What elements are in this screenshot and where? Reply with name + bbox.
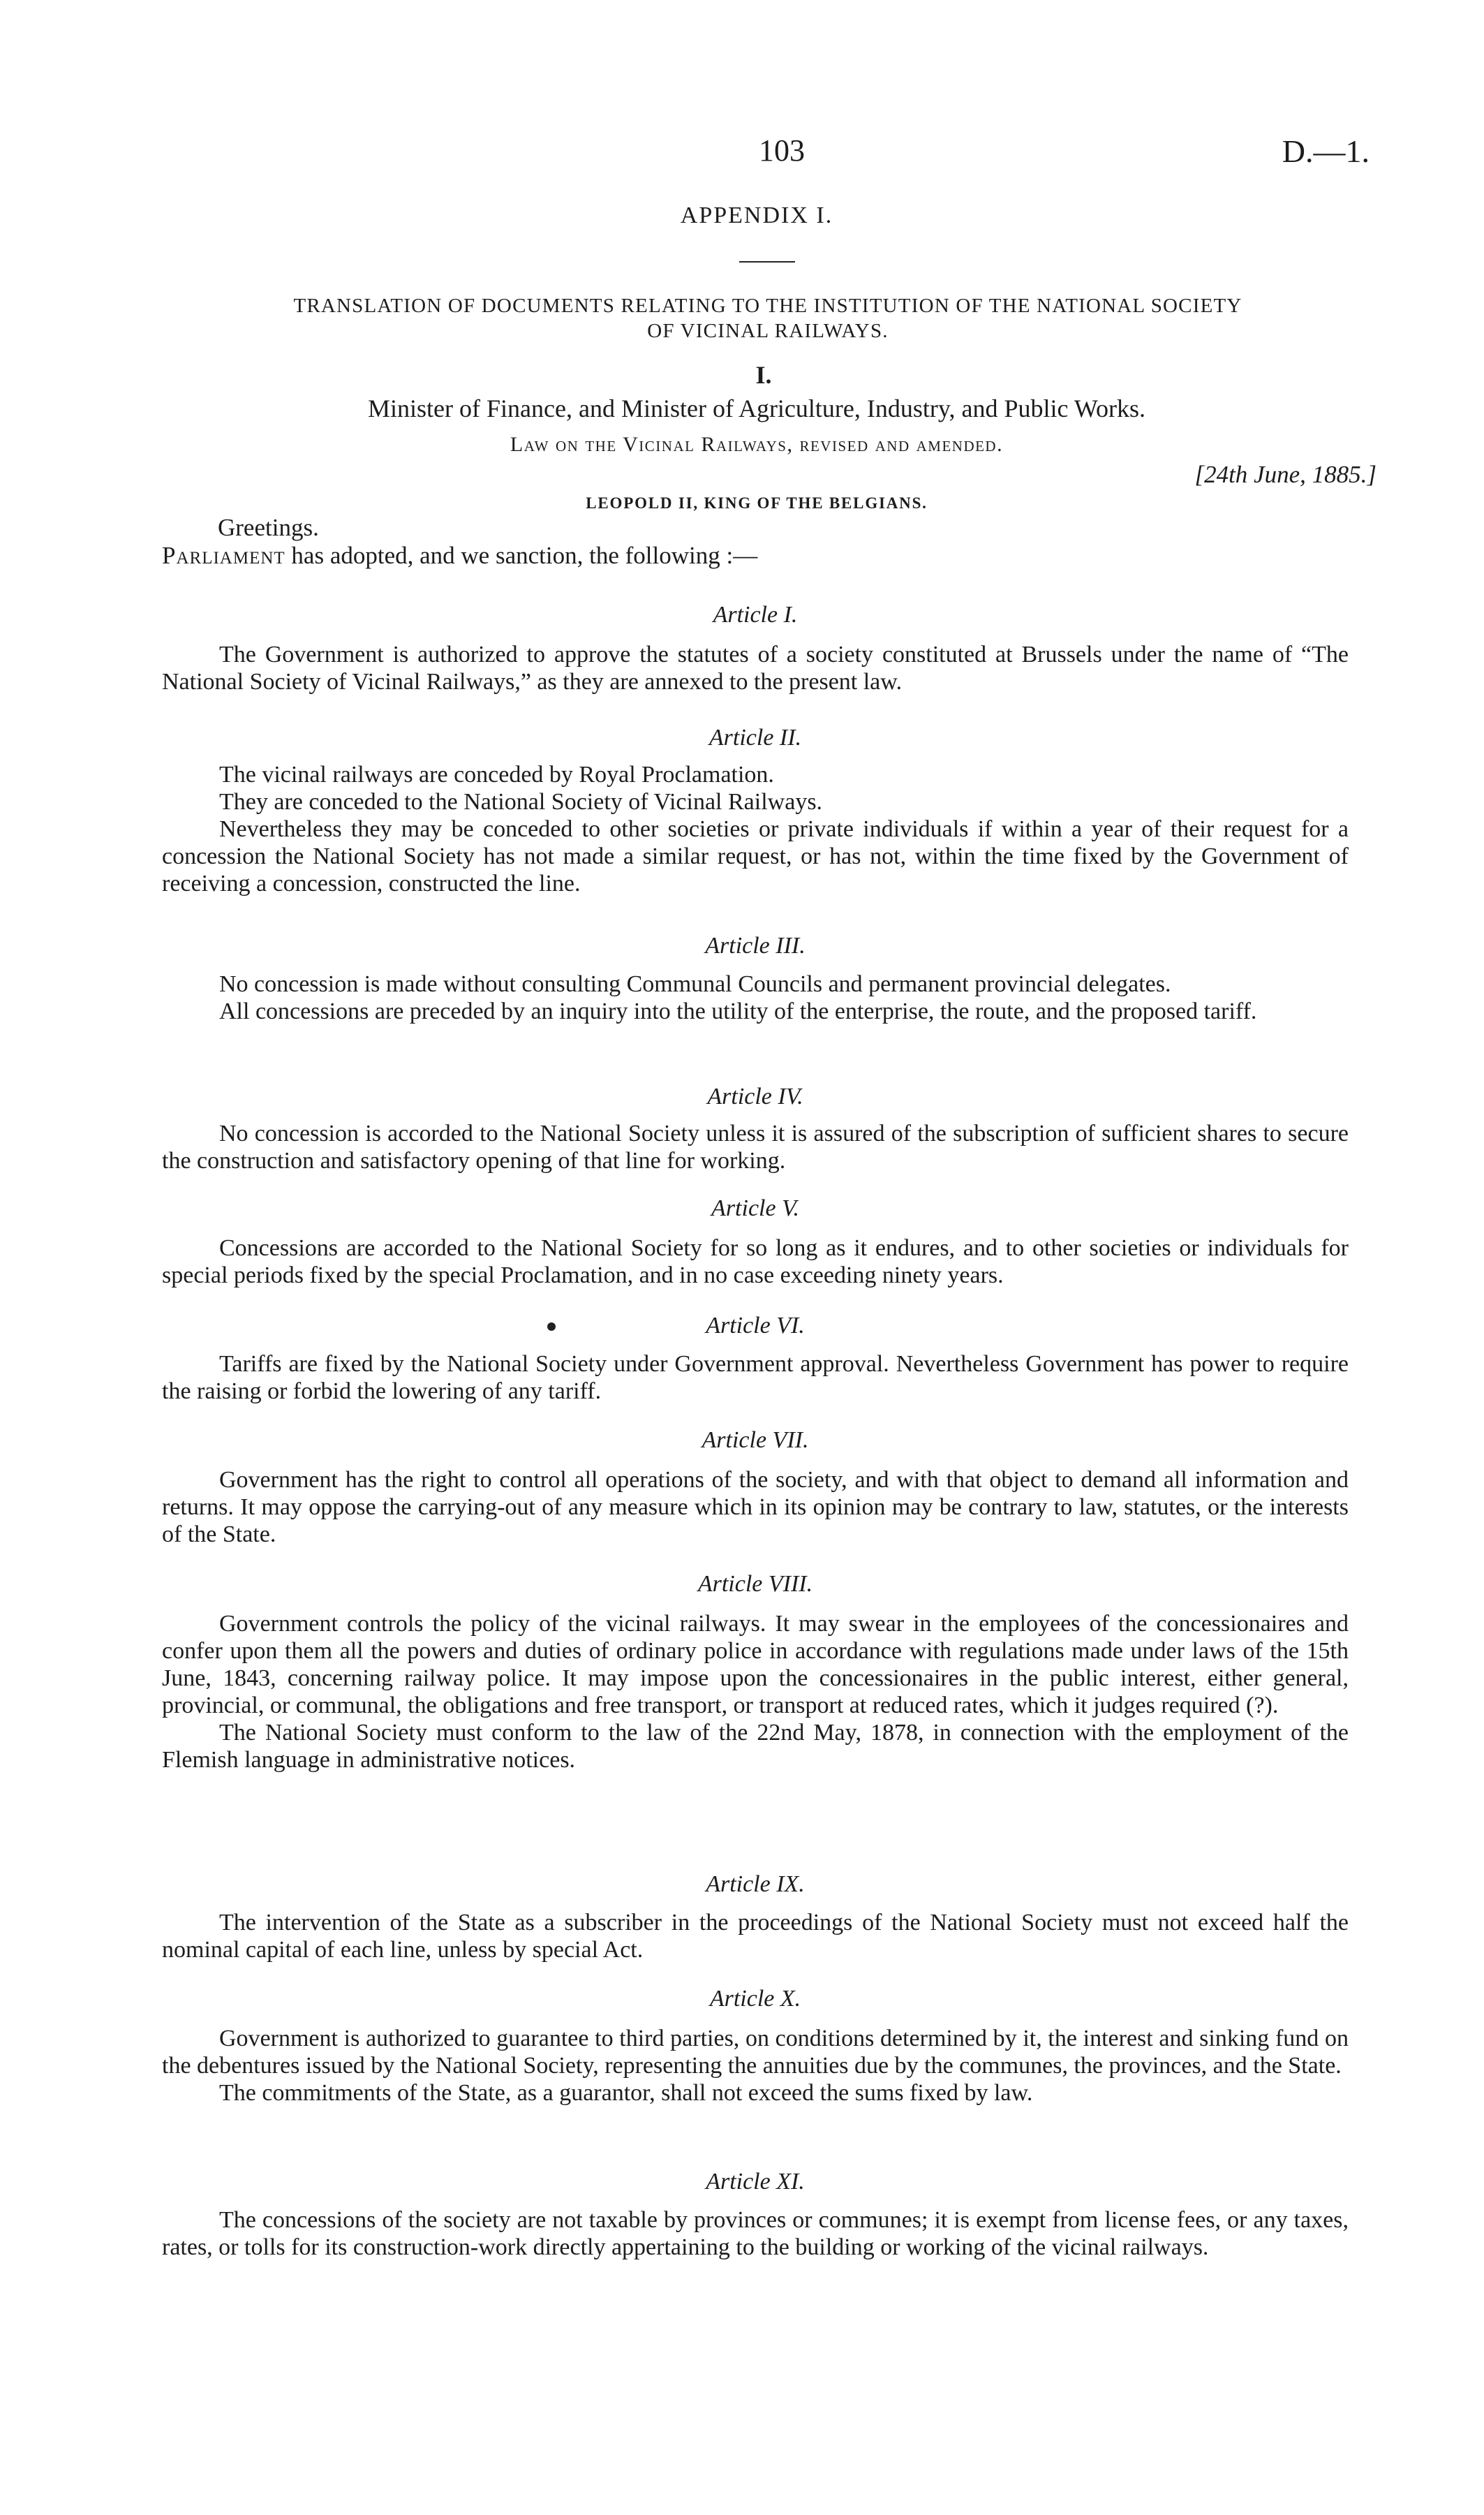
parliament-word: Parliament (162, 542, 285, 569)
enacting-clause (162, 542, 757, 570)
article-body (162, 971, 1349, 1025)
law-title: Law on the Vicinal Railways, revised and amended. (510, 433, 1004, 456)
article-body (162, 2206, 1349, 2261)
article-body (162, 1234, 1349, 1289)
article-paragraph: Government is authorized to guarantee to third parties, on conditions determined by it, the interest and sinking fund on the debentures issued by the National Society, representing the annuities due by the communes, the provinces, and the State. (162, 2026, 1349, 2079)
enacting-clause-text: has adopted, and we sanction, the following :— (285, 542, 758, 569)
article-body (162, 1909, 1349, 1963)
article-paragraph: The Government is authorized to approve the statutes of a society constituted at Brussels under the name of “The National Society of Vicinal Railways,” as they are annexed to the present law. (162, 642, 1349, 695)
appendix-title: APPENDIX I. (680, 202, 833, 228)
article-heading: Article VII. (702, 1427, 809, 1453)
article-heading: Article I. (713, 602, 798, 628)
article-heading: Article II. (708, 725, 802, 751)
article-heading: Article IV. (707, 1084, 803, 1109)
section-number: I. (755, 361, 772, 389)
article-body (162, 761, 1349, 897)
article-body (162, 641, 1349, 695)
ministers-line: Minister of Finance, and Minister of Agriculture, Industry, and Public Works. (368, 394, 1145, 422)
article-heading: Article XI. (706, 2169, 805, 2195)
article-body (162, 1610, 1349, 1773)
article-paragraph: No concession is made without consulting Communal Councils and permanent provincial delegates. (219, 971, 1171, 997)
article-heading: Article V. (711, 1195, 799, 1221)
article-paragraph: Nevertheless they may be conceded to other societies or private individuals if within a year of their request for a concession the National Society has not made a similar request, or has not, within the time fixed by the Government of receiving a concession, constructed the line. (162, 816, 1349, 897)
article-paragraph: Tariffs are fixed by the National Society under Government approval. Nevertheless Government has power to require the raising or forbid the lowering of any tariff. (162, 1351, 1349, 1404)
article-body (162, 1350, 1349, 1405)
article-heading: Article IX. (706, 1871, 805, 1897)
king-line: LEOPOLD II, KING OF THE BELGIANS. (586, 494, 928, 512)
article-paragraph: The concessions of the society are not taxable by provinces or communes; it is exempt from license fees, or any taxes, rates, or tolls for its construction-work directly appertaining to the building or working of the vicinal railways. (162, 2207, 1349, 2260)
article-body (162, 2025, 1349, 2107)
article-paragraph: They are conceded to the National Society of Vicinal Railways. (219, 789, 823, 815)
title-divider (739, 261, 795, 263)
article-heading: Article VI. (706, 1313, 805, 1338)
article-heading: Article VIII. (697, 1571, 813, 1597)
article-paragraph: The National Society must conform to the law of the 22nd May, 1878, in connection with the employment of the Flemish language in administrative notices. (162, 1720, 1349, 1773)
article-paragraph: Concessions are accorded to the National Society for so long as it endures, and to other societies or individuals for special periods fixed by the special Proclamation, and in no case exceeding ninety years. (162, 1235, 1349, 1288)
article-paragraph: The vicinal railways are conceded by Royal Proclamation. (219, 762, 774, 788)
article-heading: Article X. (709, 1986, 801, 2012)
page-number: 103 (759, 133, 805, 168)
greetings: Greetings. (218, 514, 319, 541)
law-date: [24th June, 1885.] (1194, 461, 1377, 488)
article-paragraph: No concession is accorded to the National Society unless it is assured of the subscription of sufficient shares to secure the construction and satisfactory opening of that line for working. (162, 1121, 1349, 1174)
article-paragraph: All concessions are preceded by an inquiry into the utility of the enterprise, the route, and the proposed tariff. (219, 998, 1257, 1024)
article-paragraph: The intervention of the State as a subscriber in the proceedings of the National Society must not exceed half the nominal capital of each line, unless by special Act. (162, 1910, 1349, 1963)
document-title-line-1: TRANSLATION OF DOCUMENTS RELATING TO THE INSTITUTION OF THE NATIONAL SOCIETY (293, 295, 1242, 317)
document-reference: D.—1. (1282, 133, 1370, 169)
article-heading: Article III. (705, 933, 806, 959)
document-title (175, 293, 1361, 344)
article-paragraph: The commitments of the State, as a guarantor, shall not exceed the sums fixed by law. (219, 2080, 1033, 2106)
document-title-line-2: OF VICINAL RAILWAYS. (647, 320, 889, 342)
article-body (162, 1120, 1349, 1174)
article-paragraph: Government has the right to control all operations of the society, and with that object to demand all information and returns. It may oppose the carrying-out of any measure which in its opinion may be contrary to law, statutes, or the interests of the State. (162, 1467, 1349, 1547)
page-header (162, 133, 1370, 182)
article-body (162, 1466, 1349, 1548)
article-paragraph: Government controls the policy of the vicinal railways. It may swear in the employees of the concessionaires and confer upon them all the powers and duties of ordinary police in accordance with regulations made under laws of the 15th June, 1843, concerning railway police. It may impose upon the concessionaires in the public interest, either general, provincial, or communal, the obligations and free transport, or transport at reduced rates, which it judges required (?). (162, 1611, 1349, 1718)
